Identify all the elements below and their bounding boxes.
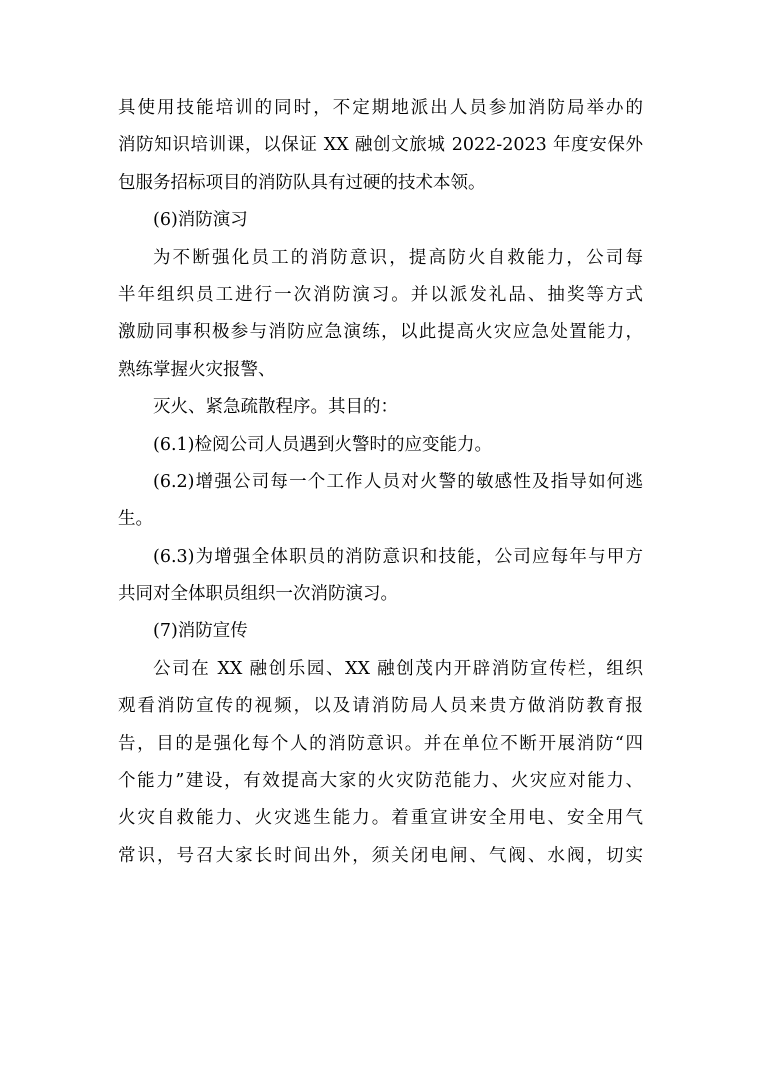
paragraph-line: 火灾自救能力、火灾逃生能力。着重宣讲安全用电、安全用气 bbox=[118, 808, 643, 829]
paragraph-line: 具使用技能培训的同时，不定期地派出人员参加消防局举办的 bbox=[118, 98, 643, 118]
paragraph-line: 消防知识培训课，以保证 XX 融创文旅城 2022-2023 年度安保外 bbox=[118, 135, 643, 156]
paragraph-line: 个能力”建设，有效提高大家的火灾防范能力、火灾应对能力、 bbox=[118, 771, 643, 792]
section-heading: (7)消防宣传 bbox=[153, 621, 248, 642]
paragraph-line: 为不断强化员工的消防意识，提高防火自救能力，公司每 bbox=[153, 247, 643, 268]
paragraph-line: 公司在 XX 融创乐园、XX 融创茂内开辟消防宣传栏，组织 bbox=[153, 658, 643, 679]
paragraph-line: 熟练掌握火灾报警、 bbox=[118, 359, 276, 380]
section-heading: (6)消防演习 bbox=[153, 210, 248, 231]
paragraph-line: 告，目的是强化每个人的消防意识。并在单位不断开展消防“四 bbox=[118, 733, 643, 754]
paragraph-line: 生。 bbox=[118, 509, 153, 530]
paragraph-line: 半年组织员工进行一次消防演习。并以派发礼品、抽奖等方式 bbox=[118, 284, 643, 305]
paragraph-line: 激励同事积极参与消防应急演练，以此提高火灾应急处置能力， bbox=[118, 322, 643, 343]
paragraph-line: 观看消防宣传的视频，以及请消防局人员来贵方做消防教育报 bbox=[118, 696, 643, 717]
paragraph-line: 共同对全体职员组织一次消防演习。 bbox=[118, 584, 398, 605]
document-body bbox=[118, 90, 643, 875]
list-item: (6.2)增强公司每一个工作人员对火警的敏感性及指导如何逃 bbox=[153, 471, 643, 492]
list-item: (6.3)为增强全体职员的消防意识和技能，公司应每年与甲方 bbox=[153, 546, 643, 567]
paragraph-line: 常识，号召大家长时间出外，须关闭电闸、气阀、水阀，切实 bbox=[118, 845, 643, 866]
list-item: (6.1)检阅公司人员遇到火警时的应变能力。 bbox=[153, 434, 492, 455]
paragraph-line: 包服务招标项目的消防队具有过硬的技术本领。 bbox=[118, 172, 486, 193]
paragraph-line: 灭火、紧急疏散程序。其目的： bbox=[153, 397, 398, 418]
